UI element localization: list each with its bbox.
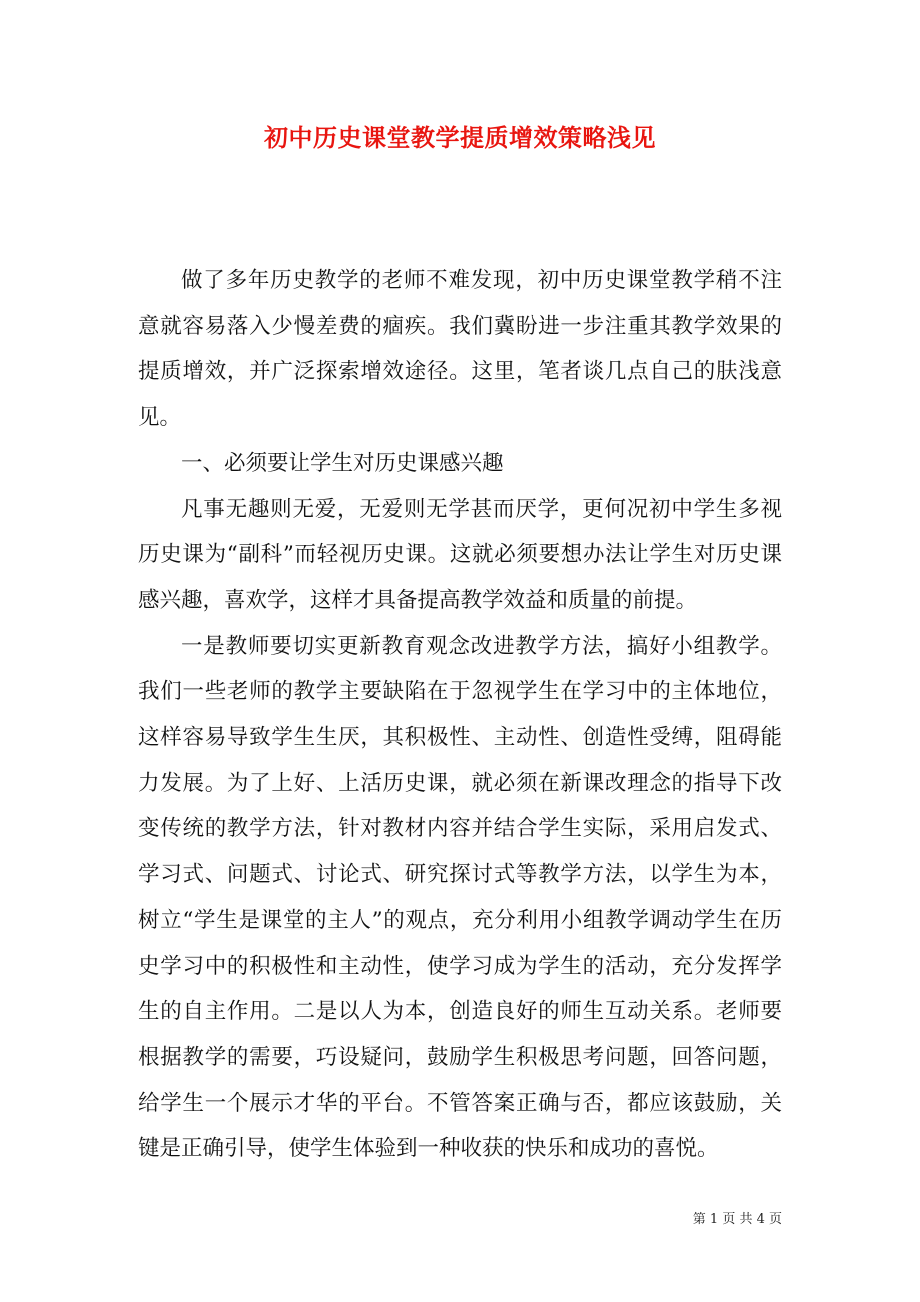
document-body xyxy=(138,258,782,1172)
page-number-footer: 第 1 页 共 4 页 xyxy=(692,1212,782,1227)
document-title: 初中历史课堂教学提质增效策略浅见 xyxy=(264,123,656,152)
paragraph-intro: 做了多年历史教学的老师不难发现，初中历史课堂教学稍不注意就容易落入少慢差费的痼疾。我们冀盼进一步注重其教学效果的提质增效，并广泛探索增效途径。这里，笔者谈几点自己的肤浅意见。 xyxy=(138,268,782,431)
section-heading-1: 一、必须要让学生对历史课感兴趣 xyxy=(181,450,504,476)
paragraph-interest: 凡事无趣则无爱，无爱则无学甚而厌学，更何况初中学生多视历史课为“副科”而轻视历史课。这就必须要想办法让学生对历史课感兴趣，喜欢学，这样才具备提高教学效益和质量的前提。 xyxy=(138,496,782,613)
paragraph-methods: 一是教师要切实更新教育观念改进教学方法，搞好小组教学。我们一些老师的教学主要缺陷在于忽视学生在学习中的主体地位，这样容易导致学生生厌，其积极性、主动性、创造性受缚，阻碍能力发展。为了上好、上活历史课，就必须在新课改理念的指导下改变传统的教学方法，针对教材内容并结合学生实际，采用启发式、学习式、问题式、讨论式、研究探讨式等教学方法，以学生为本，树立“学生是课堂的主人”的观点，充分利用小组教学调动学生在历史学习中的积极性和主动性，使学习成为学生的活动，充分发挥学生的自主作用。二是以人为本，创造良好的师生互动关系。老师要根据教学的需要，巧设疑问，鼓励学生积极思考问题，回答问题，给学生一个展示才华的平台。不管答案正确与否，都应该鼓励，关键是正确引导，使学生体验到一种收获的快乐和成功的喜悦。 xyxy=(138,633,782,1162)
